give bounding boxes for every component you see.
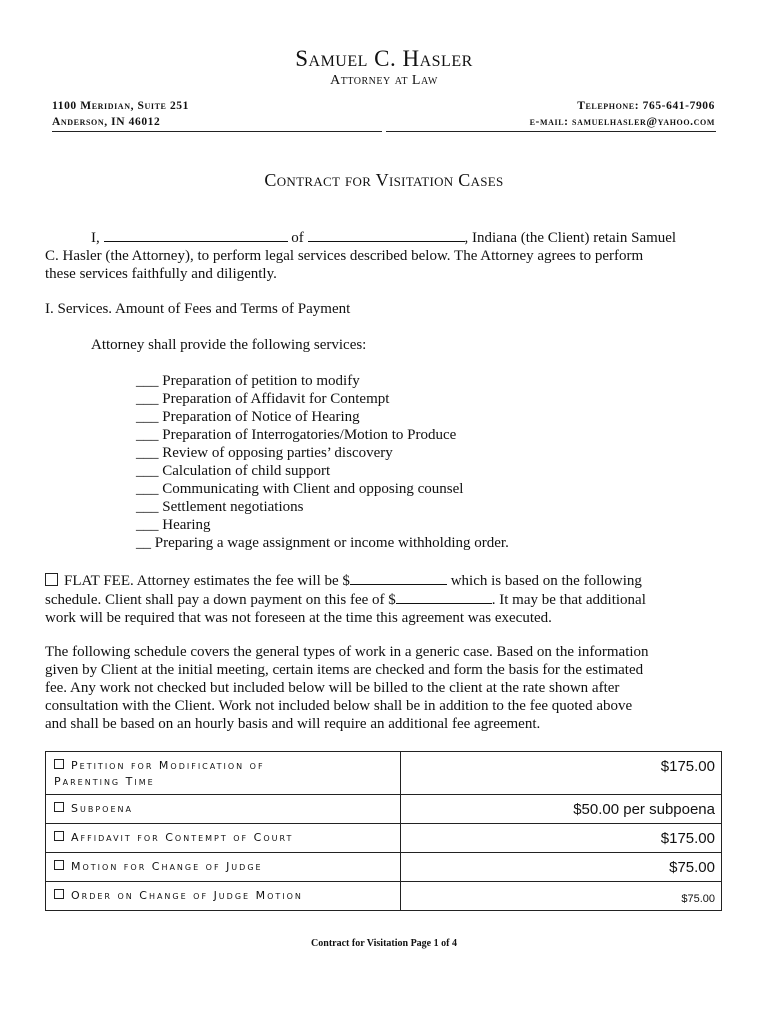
- intro-line-2: C. Hasler (the Attorney), to perform legal services described below. The Attorney agrees to perform: [45, 248, 644, 264]
- fee-estimate-blank[interactable]: [350, 571, 447, 585]
- table-row: [46, 824, 722, 853]
- service-name: Subpoena: [71, 802, 133, 815]
- amount-cell: $175.00: [401, 824, 722, 853]
- document-heading: Contract for Visitation Cases: [264, 170, 504, 190]
- schedule-paragraph: [45, 643, 723, 733]
- flat-fee-line-3: work will be required that was not foreseen at the time this agreement was executed.: [45, 610, 552, 626]
- service-name: Affidavit for Contempt of Court: [71, 831, 294, 844]
- intro-i: I,: [91, 230, 100, 246]
- table-row: [46, 752, 722, 795]
- service-checkbox[interactable]: [54, 889, 64, 899]
- amount-cell: $175.00: [401, 752, 722, 795]
- service-name: Motion for Change of Judge: [71, 860, 263, 873]
- flat-fee-checkbox[interactable]: [45, 573, 58, 586]
- table-row: [46, 882, 722, 911]
- service-cell: [46, 882, 401, 911]
- intro-of: of: [291, 230, 304, 246]
- schedule-line: consultation with the Client. Work not included below shall be in addition to the fee quoted above: [45, 698, 633, 714]
- amount-cell: $75.00: [401, 882, 722, 911]
- service-name: Order on Change of Judge Motion: [71, 889, 303, 902]
- intro-line-3: these services faithfully and diligently.: [45, 266, 277, 282]
- page-footer: Contract for Visitation Page 1 of 4: [311, 938, 457, 949]
- service-item: ___ Preparation of petition to modify: [136, 373, 360, 389]
- letterhead-rule-right: [386, 131, 716, 132]
- service-item: ___ Preparation of Notice of Hearing: [136, 409, 360, 425]
- service-cell: [46, 752, 401, 795]
- schedule-line: given by Client at the initial meeting, certain items are checked and form the basis for the estimated: [45, 662, 644, 678]
- section-1-heading: I. Services. Amount of Fees and Terms of Payment: [45, 301, 351, 317]
- service-checkbox[interactable]: [54, 831, 64, 841]
- service-checkbox[interactable]: [54, 860, 64, 870]
- table-row: [46, 853, 722, 882]
- service-cell: [46, 795, 401, 824]
- amount-cell: $50.00 per subpoena: [401, 795, 722, 824]
- fee-schedule-table: [45, 751, 722, 911]
- flat-fee-line-2: [45, 590, 723, 609]
- client-name-blank[interactable]: [104, 228, 288, 242]
- intro-indiana: , Indiana (the Client) retain Samuel: [464, 230, 677, 246]
- down-payment-blank[interactable]: [396, 590, 492, 604]
- schedule-line: fee. Any work not checked but included below will be billed to the client at the rate shown after: [45, 680, 620, 696]
- service-name: Petition for Modification of: [71, 759, 265, 772]
- flat-fee-text: which is based on the following: [450, 573, 642, 589]
- service-name-cont: Parenting Time: [54, 775, 155, 788]
- service-item: __ Preparing a wage assignment or income withholding order.: [136, 535, 509, 551]
- schedule-line: and shall be based on an hourly basis and will require an additional fee agreement.: [45, 716, 541, 732]
- service-cell: [46, 824, 401, 853]
- service-item: ___ Review of opposing parties’ discovery: [136, 445, 393, 461]
- attorney-title: Attorney at Law: [330, 73, 438, 88]
- attorney-name: Samuel C. Hasler: [295, 46, 473, 71]
- flat-fee-line-1: [45, 571, 723, 590]
- service-checkbox[interactable]: [54, 802, 64, 812]
- flat-fee-label: FLAT FEE. Attorney estimates the fee will be $: [64, 573, 350, 589]
- additional-work-text: . It may be that additional: [491, 592, 646, 608]
- service-item: ___ Communicating with Client and opposing counsel: [136, 481, 464, 497]
- service-item: ___ Settlement negotiations: [136, 499, 304, 515]
- services-intro: Attorney shall provide the following services:: [91, 337, 367, 353]
- address-line-1: 1100 Meridian, Suite 251: [52, 100, 189, 112]
- amount-cell: $75.00: [401, 853, 722, 882]
- down-payment-text: schedule. Client shall pay a down payment on this fee of $: [45, 592, 396, 608]
- table-row: [46, 795, 722, 824]
- telephone: Telephone: 765-641-7906: [577, 100, 715, 112]
- client-city-blank[interactable]: [308, 228, 465, 242]
- service-checkbox[interactable]: [54, 759, 64, 769]
- address-line-2: Anderson, IN 46012: [52, 116, 161, 128]
- flat-fee-paragraph: [45, 571, 723, 627]
- letterhead-rule-left: [52, 131, 382, 132]
- service-item: ___ Preparation of Affidavit for Contempt: [136, 391, 390, 407]
- service-cell: [46, 853, 401, 882]
- service-item: ___ Hearing: [136, 517, 211, 533]
- service-item: ___ Calculation of child support: [136, 463, 331, 479]
- email-address: e-mail: samuelhasler@yahoo.com: [529, 116, 715, 128]
- intro-paragraph: [45, 228, 723, 283]
- schedule-line: The following schedule covers the general types of work in a generic case. Based on the information: [45, 644, 649, 660]
- intro-line-1: [45, 228, 723, 247]
- service-item: ___ Preparation of Interrogatories/Motion to Produce: [136, 427, 457, 443]
